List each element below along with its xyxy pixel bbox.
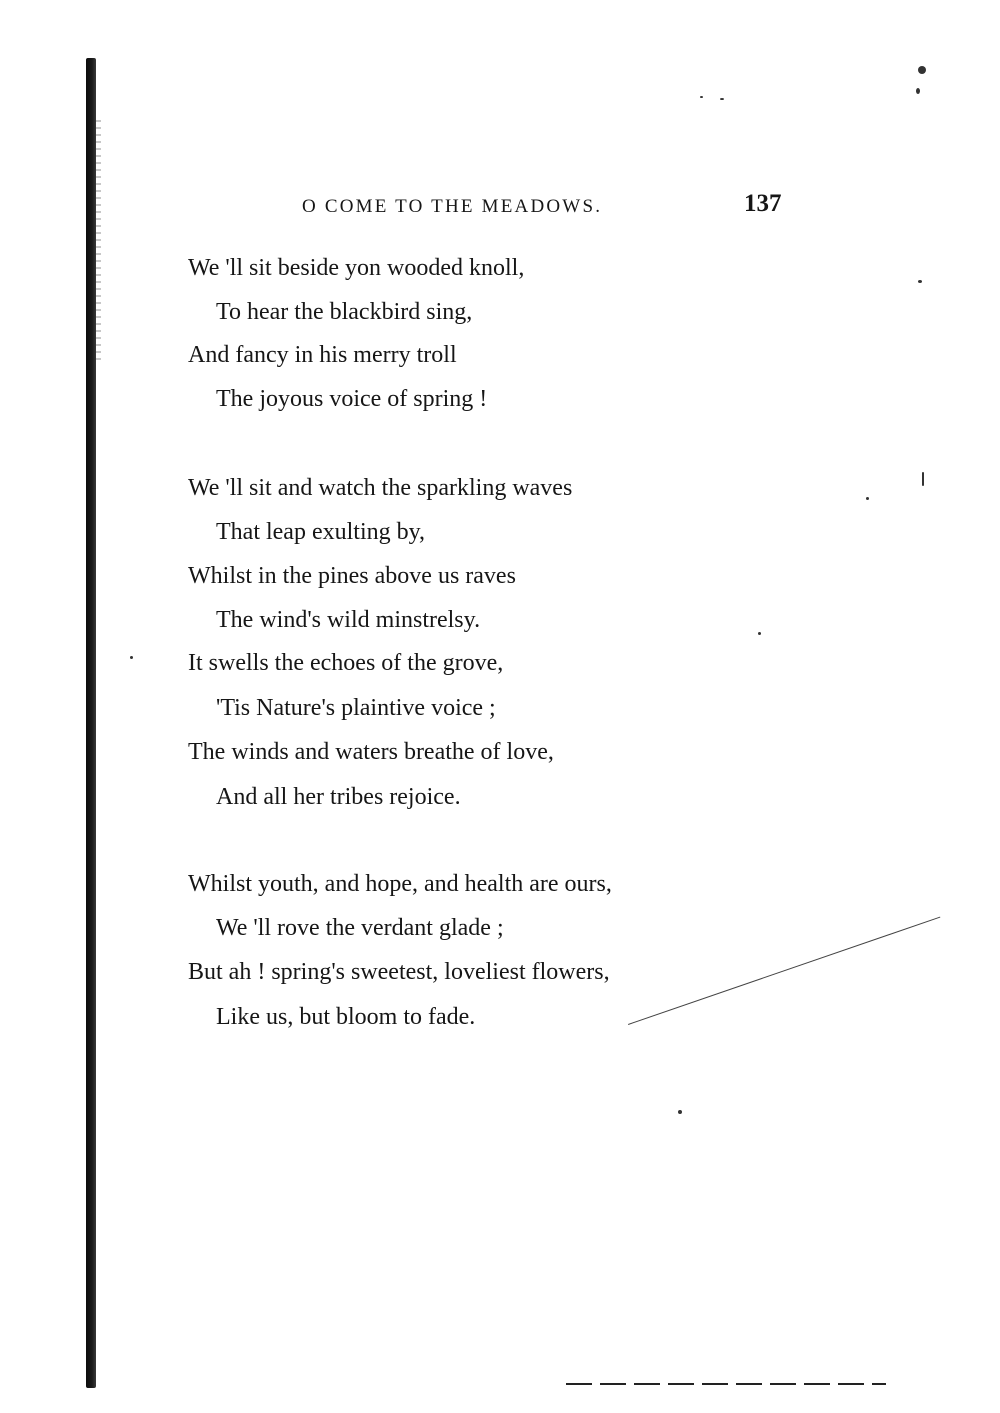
poem-line: We 'll sit and watch the sparkling waves [188, 475, 573, 501]
ink-speck [130, 656, 133, 659]
ink-speck [678, 1110, 682, 1114]
ink-speck [918, 280, 922, 283]
pen-stroke [628, 917, 940, 1025]
poem-line: It swells the echoes of the grove, [188, 650, 504, 676]
binding-texture [96, 120, 101, 360]
running-title: O COME TO THE MEADOWS. [302, 196, 603, 217]
ink-speck [916, 88, 920, 94]
ink-speck [720, 98, 724, 100]
poem-line: Whilst in the pines above us raves [188, 563, 516, 589]
poem-line: We 'll sit beside yon wooded knoll, [188, 255, 525, 281]
poem-line: The joyous voice of spring ! [216, 386, 488, 412]
ink-speck [866, 497, 869, 500]
ink-speck [758, 632, 761, 635]
ink-speck [922, 472, 924, 486]
poem-line: We 'll rove the verdant glade ; [216, 915, 504, 941]
poem-line: But ah ! spring's sweetest, loveliest flowers, [188, 959, 610, 985]
poem-line: Like us, but bloom to fade. [216, 1004, 476, 1030]
ink-speck [700, 96, 703, 98]
poem-line: The winds and waters breathe of love, [188, 739, 554, 765]
page-number: 137 [744, 190, 782, 217]
poem-line: And all her tribes rejoice. [216, 784, 461, 810]
poem-line: To hear the blackbird sing, [216, 299, 473, 325]
poem-line: The wind's wild minstrelsy. [216, 607, 481, 633]
poem-line: And fancy in his merry troll [188, 342, 457, 368]
poem-line: 'Tis Nature's plaintive voice ; [216, 695, 496, 721]
poem-line: Whilst youth, and hope, and health are ours, [188, 871, 612, 897]
poem-line: That leap exulting by, [216, 519, 426, 545]
ink-speck [918, 66, 926, 74]
bottom-dash-rule [566, 1383, 886, 1385]
binding-shadow [86, 58, 96, 1388]
